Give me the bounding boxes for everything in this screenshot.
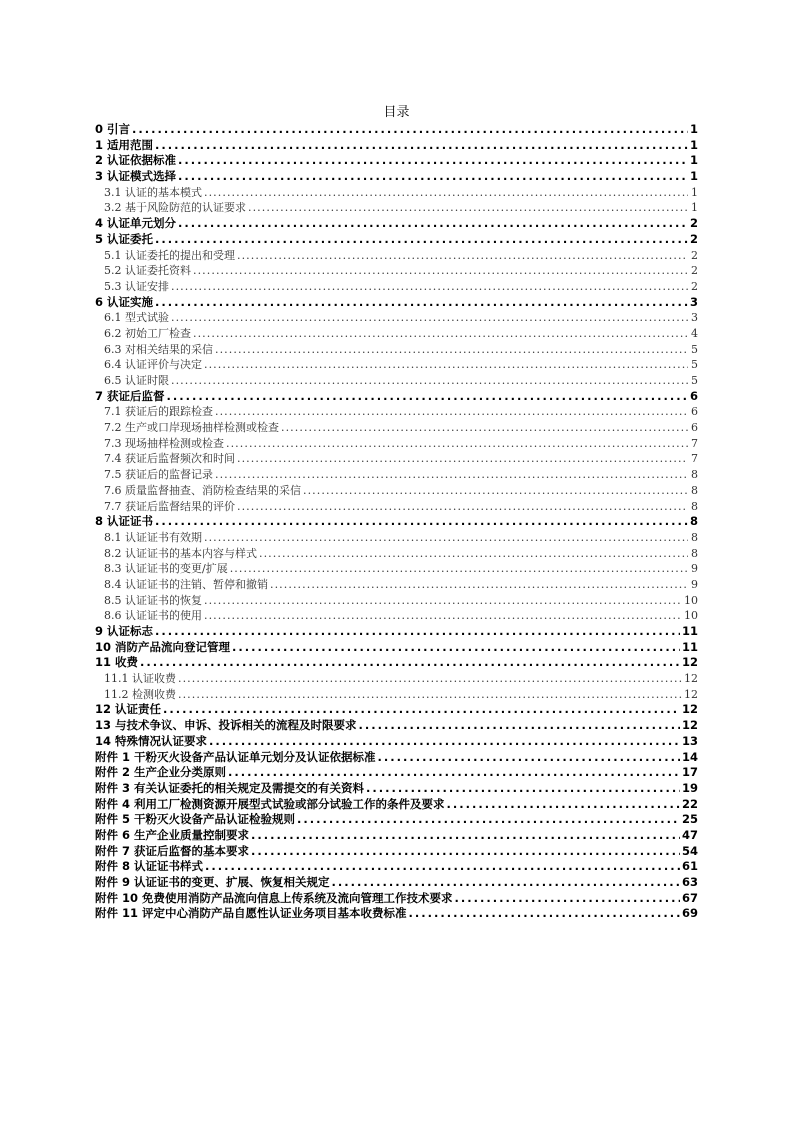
toc-entry-page-number: 17 — [681, 765, 698, 780]
toc-entry-label: 6.2 初始工厂检查 — [104, 326, 191, 340]
toc-entry[interactable] — [95, 169, 698, 185]
toc-entry-label: 附件 4 利用工厂检测资源开展型式试验或部分试验工作的条件及要求 — [95, 796, 445, 811]
toc-entry[interactable] — [95, 734, 698, 750]
toc-entry[interactable] — [95, 373, 698, 389]
toc-entry-page-number: 3 — [689, 294, 698, 309]
toc-entry-label: 2 认证依据标准 — [95, 153, 177, 168]
toc-entry-label: 1 适用范围 — [95, 137, 154, 152]
toc-entry-page-number: 8 — [691, 483, 698, 497]
toc-entry[interactable] — [95, 797, 698, 813]
toc-entry-label: 8.6 认证证书的使用 — [104, 609, 202, 623]
toc-entry-page-number: 7 — [691, 452, 698, 466]
toc-entry-page-number: 10 — [684, 609, 698, 623]
toc-entry-page-number: 6 — [691, 421, 698, 435]
dot-leader — [204, 530, 688, 546]
toc-entry-page-number: 4 — [691, 326, 698, 340]
toc-entry-page-number: 1 — [691, 201, 698, 215]
toc-entry[interactable] — [95, 750, 698, 766]
dot-leader — [409, 906, 680, 922]
toc-entry[interactable] — [95, 812, 698, 828]
dot-leader — [204, 593, 682, 609]
toc-entry-page-number: 2 — [689, 231, 698, 246]
toc-entry[interactable] — [95, 420, 698, 436]
toc-entry-page-number: 6 — [691, 405, 698, 419]
dot-leader — [281, 420, 688, 436]
toc-entry-label: 5.2 认证委托资料 — [104, 264, 191, 278]
dot-leader — [178, 153, 688, 169]
toc-entry-page-number: 8 — [691, 468, 698, 482]
dot-leader — [132, 122, 688, 138]
dot-leader — [178, 687, 682, 703]
toc-entry-label: 6.4 认证评价与决定 — [104, 358, 202, 372]
dot-leader — [228, 765, 680, 781]
toc-entry[interactable] — [95, 483, 698, 499]
toc-entry-label: 附件 5 干粉灭火设备产品认证检验规则 — [95, 812, 296, 827]
toc-entry[interactable] — [95, 122, 698, 138]
dot-leader — [251, 844, 680, 860]
toc-entry-label: 7.5 获证后的监督记录 — [104, 468, 213, 482]
dot-leader — [270, 577, 688, 593]
toc-entry-label: 3.2 基于风险防范的认证要求 — [104, 201, 246, 215]
dot-leader — [178, 169, 688, 185]
toc-entry-label: 附件 1 干粉灭火设备产品认证单元划分及认证依据标准 — [95, 749, 376, 764]
toc-entry[interactable] — [95, 765, 698, 781]
toc-entry-page-number: 12 — [681, 655, 698, 670]
toc-entry-label: 附件 8 认证证书样式 — [95, 859, 204, 874]
toc-entry[interactable] — [95, 561, 698, 577]
toc-entry-page-number: 1 — [689, 122, 698, 136]
toc-entry-page-number: 10 — [684, 593, 698, 607]
toc-entry-label: 附件 2 生产企业分类原则 — [95, 765, 227, 780]
toc-entry[interactable] — [95, 295, 698, 311]
toc-entry-label: 4 认证单元划分 — [95, 216, 177, 231]
toc-entry[interactable] — [95, 781, 698, 797]
toc-entry-label: 附件 11 评定中心消防产品自愿性认证业务项目基本收费标准 — [95, 906, 407, 921]
dot-leader — [297, 812, 680, 828]
toc-entry-label: 6.5 认证时限 — [104, 374, 169, 387]
dot-leader — [226, 436, 688, 452]
dot-leader — [204, 185, 688, 201]
toc-entry-label: 附件 9 认证证书的变更、扩展、恢复相关规定 — [95, 875, 330, 889]
toc-entry-label: 3.1 认证的基本模式 — [104, 185, 202, 199]
toc-entry-label: 附件 7 获证后监督的基本要求 — [95, 843, 250, 858]
toc-entry-page-number: 8 — [691, 546, 698, 560]
toc-entry-label: 附件 3 有关认证委托的相关规定及需提交的有关资料 — [95, 780, 365, 795]
dot-leader — [232, 640, 680, 656]
toc-entry-label: 11.2 检测收费 — [104, 687, 176, 701]
toc-entry-page-number: 8 — [691, 530, 698, 544]
toc-entry[interactable] — [95, 577, 698, 593]
toc-entry[interactable] — [95, 248, 698, 264]
dot-leader — [215, 467, 688, 483]
toc-entry-label: 8.5 认证证书的恢复 — [104, 593, 202, 607]
toc-entry-page-number: 2 — [691, 264, 698, 278]
toc-entry[interactable] — [95, 640, 698, 656]
toc-entry[interactable] — [95, 279, 698, 295]
toc-entry[interactable] — [95, 185, 698, 201]
dot-leader — [332, 875, 680, 891]
toc-entry-page-number: 9 — [691, 562, 698, 576]
dot-leader — [455, 891, 680, 907]
toc-entry[interactable] — [95, 451, 698, 467]
toc-entry[interactable] — [95, 153, 698, 169]
dot-leader — [248, 200, 688, 216]
toc-entry[interactable] — [95, 216, 698, 232]
toc-entry-page-number: 3 — [691, 311, 698, 325]
dot-leader — [155, 138, 688, 154]
toc-entry[interactable] — [95, 200, 698, 216]
dot-leader — [215, 404, 688, 420]
toc-entry-page-number: 7 — [691, 436, 698, 450]
dot-leader — [155, 232, 688, 248]
toc-entry-label: 14 特殊情况认证要求 — [95, 733, 208, 748]
toc-entry-label: 10 消防产品流向登记管理 — [95, 639, 231, 654]
toc-entry[interactable] — [95, 499, 698, 515]
dot-leader — [303, 483, 688, 499]
toc-entry-label: 7 获证后监督 — [95, 388, 165, 403]
toc-entry-page-number: 11 — [681, 624, 698, 638]
toc-entry-page-number: 12 — [684, 672, 698, 686]
dot-leader — [178, 671, 682, 687]
dot-leader — [155, 295, 688, 311]
toc-title: 目录 — [383, 105, 410, 120]
dot-leader — [171, 310, 688, 326]
toc-entry-label: 13 与技术争议、申诉、投诉相关的流程及时限要求 — [95, 718, 357, 733]
toc-entry-label: 8.1 认证证书有效期 — [104, 530, 202, 544]
toc-entry[interactable] — [95, 593, 698, 609]
toc-entry-page-number: 69 — [681, 906, 698, 921]
dot-leader — [237, 248, 688, 264]
toc-entry-page-number: 13 — [681, 733, 698, 748]
toc-entry-page-number: 19 — [681, 780, 698, 795]
toc-entry[interactable] — [95, 624, 698, 640]
toc-entry-label: 8.3 认证证书的变更/扩展 — [104, 562, 228, 576]
toc-entry-page-number: 67 — [681, 890, 698, 905]
toc-entry-page-number: 2 — [691, 279, 698, 293]
toc-entry-label: 8.2 认证证书的基本内容与样式 — [104, 546, 257, 560]
dot-leader — [237, 451, 688, 467]
toc-entry[interactable] — [95, 546, 698, 562]
toc-entry-label: 7.7 获证后监督结果的评价 — [104, 499, 235, 513]
dot-leader — [230, 561, 688, 577]
toc-entry[interactable] — [95, 232, 698, 248]
toc-entry-label: 3 认证模式选择 — [95, 169, 177, 184]
dot-leader — [378, 750, 680, 766]
toc-entry-label: 11 收费 — [95, 655, 139, 670]
toc-entry-page-number: 61 — [681, 859, 698, 874]
toc-entry[interactable] — [95, 357, 698, 373]
toc-entry-label: 5 认证委托 — [95, 231, 154, 246]
dot-leader — [237, 499, 688, 515]
toc-entry-page-number: 5 — [691, 374, 698, 387]
toc-entry-label: 7.4 获证后监督频次和时间 — [104, 452, 235, 466]
toc-entry[interactable] — [95, 389, 698, 405]
toc-entry[interactable] — [95, 859, 698, 875]
dot-leader — [167, 389, 688, 405]
toc-entry[interactable] — [95, 263, 698, 279]
toc-entry-page-number: 54 — [681, 843, 698, 858]
toc-entry-page-number: 1 — [689, 153, 698, 168]
toc-entry-page-number: 12 — [681, 702, 698, 717]
toc-entry-label: 6.1 型式试验 — [104, 311, 169, 325]
toc-entry-page-number: 8 — [689, 514, 698, 529]
dot-leader — [140, 655, 680, 671]
table-of-contents — [95, 122, 698, 922]
toc-entry[interactable] — [95, 436, 698, 452]
dot-leader — [259, 546, 688, 562]
toc-entry-label: 附件 6 生产企业质量控制要求 — [95, 827, 250, 842]
dot-leader — [215, 342, 688, 358]
toc-entry[interactable] — [95, 342, 698, 358]
toc-entry[interactable] — [95, 310, 698, 326]
toc-entry-label: 7.3 现场抽样检测或检查 — [104, 436, 224, 450]
dot-leader — [193, 326, 688, 342]
toc-entry[interactable] — [95, 138, 698, 154]
toc-entry-label: 6.3 对相关结果的采信 — [104, 342, 213, 356]
toc-entry[interactable] — [95, 891, 698, 907]
toc-entry-page-number: 9 — [691, 577, 698, 591]
toc-entry-page-number: 6 — [689, 388, 698, 403]
dot-leader — [447, 797, 680, 813]
toc-entry-label: 7.1 获证后的跟踪检查 — [104, 405, 213, 419]
dot-leader — [163, 702, 680, 718]
toc-entry-page-number: 47 — [681, 827, 698, 842]
toc-entry-label: 8 认证证书 — [95, 514, 154, 529]
toc-entry[interactable] — [95, 326, 698, 342]
toc-entry[interactable] — [95, 828, 698, 844]
toc-entry-label: 5.1 认证委托的提出和受理 — [104, 248, 235, 262]
dot-leader — [366, 781, 680, 797]
dot-leader — [204, 608, 682, 624]
toc-entry-label: 12 认证责任 — [95, 702, 162, 717]
dot-leader — [251, 828, 680, 844]
toc-entry-label: 8.4 认证证书的注销、暂停和撤销 — [104, 577, 268, 591]
toc-entry-page-number: 63 — [681, 875, 698, 889]
toc-entry-page-number: 1 — [689, 169, 698, 184]
toc-entry-page-number: 5 — [691, 342, 698, 356]
toc-entry-label: 6 认证实施 — [95, 294, 154, 309]
toc-entry-page-number: 5 — [691, 358, 698, 372]
toc-entry-label: 0 引言 — [95, 122, 131, 136]
toc-entry[interactable] — [95, 702, 698, 718]
dot-leader — [178, 216, 688, 232]
toc-entry-page-number: 1 — [691, 185, 698, 199]
toc-entry[interactable] — [95, 655, 698, 671]
toc-entry-page-number: 12 — [684, 687, 698, 701]
dot-leader — [204, 357, 688, 373]
toc-entry-page-number: 11 — [681, 639, 698, 654]
toc-entry[interactable] — [95, 875, 698, 891]
dot-leader — [359, 718, 680, 734]
toc-entry-page-number: 2 — [689, 216, 698, 231]
toc-entry-label: 7.6 质量监督抽查、消防检查结果的采信 — [104, 483, 301, 497]
toc-entry[interactable] — [95, 530, 698, 546]
dot-leader — [193, 263, 688, 279]
toc-entry-page-number: 1 — [689, 137, 698, 152]
toc-entry-label: 5.3 认证安排 — [104, 279, 169, 293]
toc-entry[interactable] — [95, 514, 698, 530]
toc-entry[interactable] — [95, 404, 698, 420]
toc-entry[interactable] — [95, 687, 698, 703]
toc-entry-page-number: 14 — [681, 749, 698, 764]
toc-entry-label: 9 认证标志 — [95, 624, 154, 638]
toc-entry[interactable] — [95, 844, 698, 860]
toc-entry[interactable] — [95, 467, 698, 483]
toc-entry[interactable] — [95, 718, 698, 734]
dot-leader — [155, 514, 688, 530]
dot-leader — [171, 373, 688, 389]
dot-leader — [155, 624, 680, 640]
toc-entry[interactable] — [95, 608, 698, 624]
toc-entry-page-number: 22 — [681, 796, 698, 811]
toc-entry-label: 附件 10 免费使用消防产品流向信息上传系统及流向管理工作技术要求 — [95, 890, 453, 905]
toc-entry[interactable] — [95, 671, 698, 687]
toc-entry-page-number: 8 — [691, 499, 698, 513]
dot-leader — [205, 859, 680, 875]
toc-entry-page-number: 25 — [681, 812, 698, 827]
dot-leader — [209, 734, 680, 750]
toc-entry-label: 7.2 生产或口岸现场抽样检测或检查 — [104, 421, 279, 435]
toc-entry-page-number: 12 — [681, 718, 698, 733]
toc-entry-label: 11.1 认证收费 — [104, 672, 176, 686]
toc-entry[interactable] — [95, 906, 698, 922]
toc-entry-page-number: 2 — [691, 248, 698, 262]
dot-leader — [171, 279, 688, 295]
